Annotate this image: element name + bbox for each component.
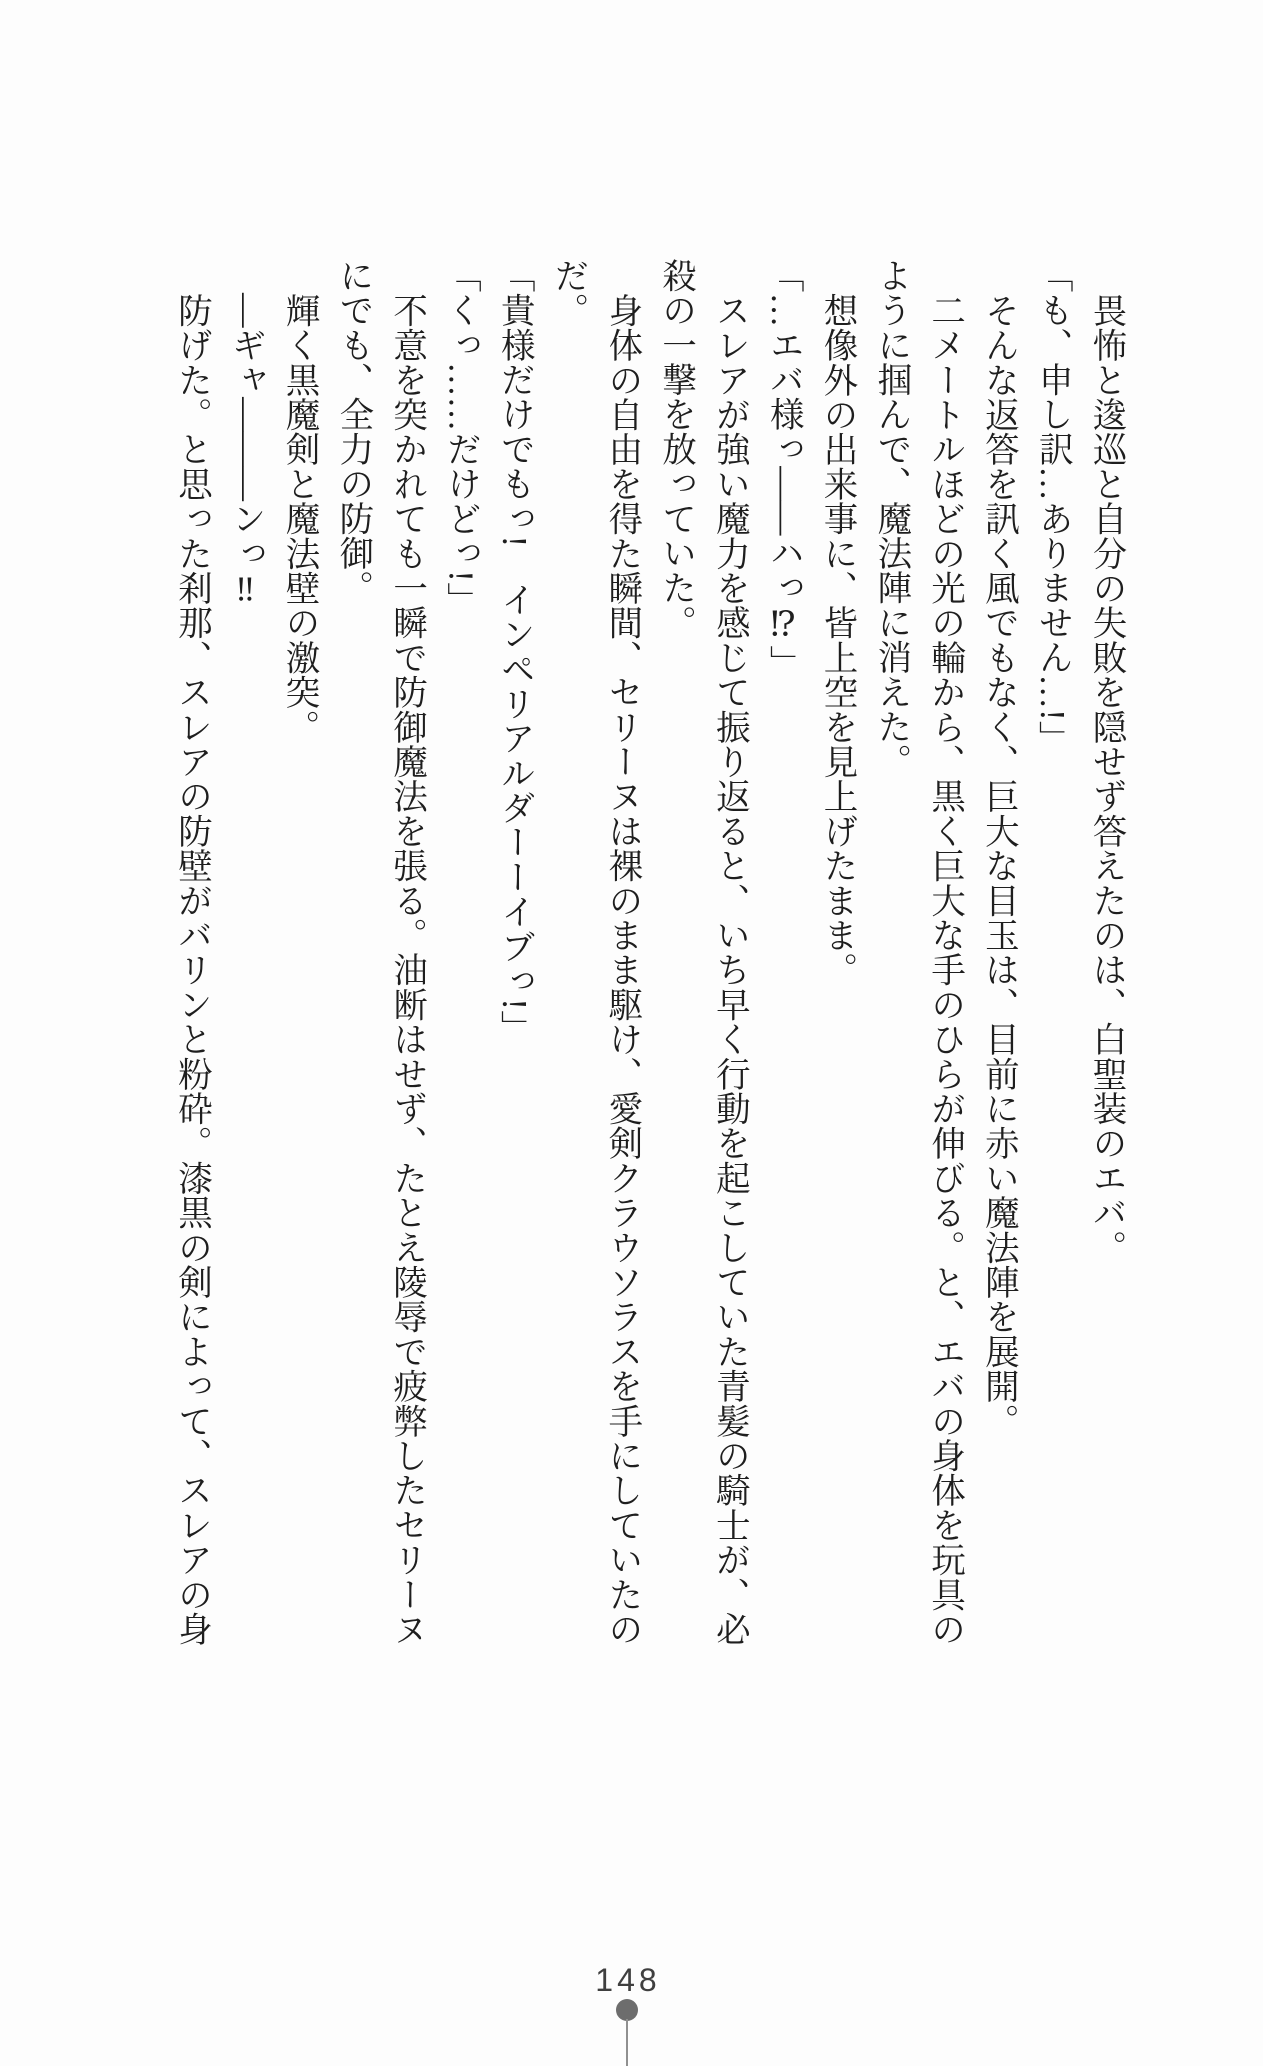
- text-line: だ。: [549, 258, 588, 328]
- text-line: 「…エバ様っ――ハっ⁉」: [764, 258, 803, 680]
- text-line: 「貴様だけでもっ! インペリアルダーーイブっ!」: [495, 258, 534, 1045]
- text-line: 身体の自由を得た瞬間、セリーヌは裸のまま駆け、愛剣クラウソラスを手にしていたの: [602, 292, 641, 1646]
- text-line: 「も、申し訳…ありません…!」: [1033, 258, 1072, 756]
- page-marker-dot-icon: [616, 1999, 638, 2021]
- text-line: ように掴んで、魔法陣に消えた。: [871, 258, 910, 779]
- text-line: 防げた。と思った刹那、スレアの防壁がバリンと粉砕。漆黒の剣によって、スレアの身: [172, 292, 211, 1646]
- text-line: 殺の一撃を放っていた。: [656, 258, 695, 640]
- text-line: にでも、全力の防御。: [333, 258, 372, 605]
- page-number: 148: [595, 1962, 661, 1998]
- text-line: 二メートルほどの光の輪から、黒く巨大な手のひらが伸びる。と、エバの身体を玩具の: [925, 292, 964, 1646]
- text-line: 想像外の出来事に、皆上空を見上げたまま。: [818, 292, 857, 987]
- text-line: そんな返答を訊く風でもなく、巨大な目玉は、目前に赤い魔法陣を展開。: [979, 292, 1018, 1438]
- text-line: 輝く黒魔剣と魔法壁の激突。: [280, 292, 319, 744]
- body-text: [164, 258, 1132, 1658]
- text-line: ―ギャ―――ンっ‼: [226, 292, 265, 609]
- text-line: 畏怖と逡巡と自分の失敗を隠せず答えたのは、白聖装のエバ。: [1087, 292, 1125, 1265]
- text-line: 「くっ……だけどっ!」: [441, 258, 480, 617]
- page-marker-line: [626, 2019, 628, 2066]
- text-line: 不意を突かれても一瞬で防御魔法を張る。油断はせず、たとえ陵辱で疲弊したセリーヌ: [387, 292, 426, 1646]
- text-line: スレアが強い魔力を感じて振り返ると、いち早く行動を起こしていた青髪の騎士が、必: [710, 292, 749, 1646]
